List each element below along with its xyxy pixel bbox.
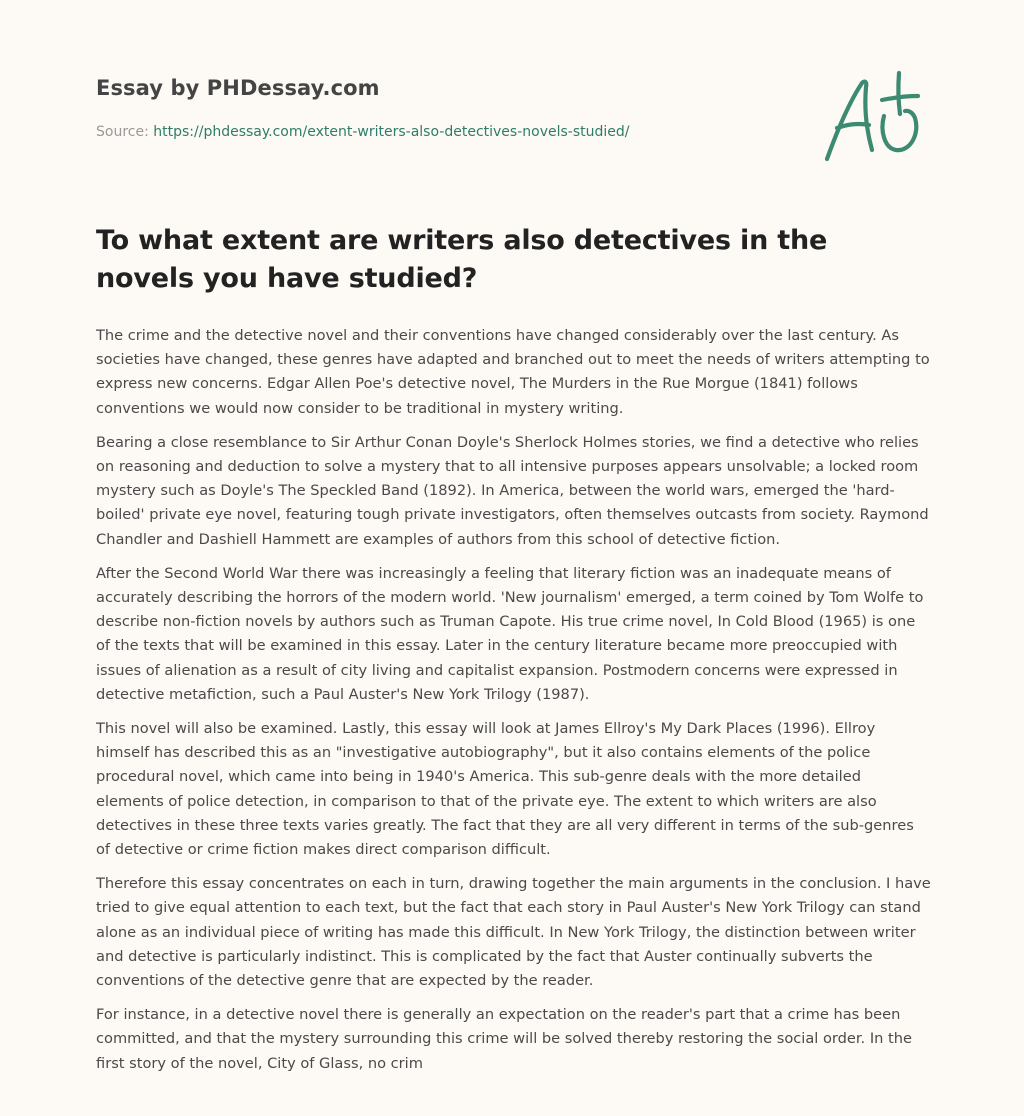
- essay-body: [96, 324, 932, 1086]
- source-label: Source:: [96, 124, 149, 140]
- source-link[interactable]: https://phdessay.com/extent-writers-also-detectives-novels-studied/: [153, 124, 630, 140]
- essay-paragraph: After the Second World War there was increasingly a feeling that literary fiction was an inadequate means of accurately describing the horrors of the modern world. 'New journalism' emerged, a term coined by Tom Wolfe to describe non-fiction novels by authors such as Truman Capote. His true crime novel, In Cold Blood (1965) is one of the texts that will be examined in this essay. Later in the century literature became more preoccupied with issues of alienation as a result of city living and capitalist expansion. Postmodern concerns were expressed in detective metafiction, such a Paul Auster's New York Trilogy (1987).: [96, 564, 924, 703]
- page-header: [96, 0, 928, 200]
- essay-paragraph: Therefore this essay concentrates on each in turn, drawing together the main arguments in the conclusion. I have tried to give equal attention to each text, but the fact that each story in Paul Auster's New York Trilogy can stand alone as an individual piece of writing has made this difficult. In New York Trilogy, the distinction between writer and detective is particularly indistinct. This is complicated by the fact that Auster continually subverts the conventions of the detective genre that are expected by the reader.: [96, 875, 931, 990]
- brand-title: Essay by PHDessay.com: [96, 76, 380, 100]
- essay-paragraph: This novel will also be examined. Lastly, this essay will look at James Ellroy's My Dark Places (1996). Ellroy himself has described this as an "investigative autobiography", but it also contains elements of the police procedural novel, which came into being in 1940's America. This sub-genre deals with the more detailed elements of police detection, in comparison to that of the private eye. The extent to which writers are also detectives in these three texts varies greatly. The fact that they are all very different in terms of the sub-genres of detective or crime fiction makes direct comparison difficult.: [96, 720, 914, 859]
- essay-title: To what extent are writers also detectives in the novels you have studied?: [96, 225, 828, 294]
- essay-paragraph: Bearing a close resemblance to Sir Arthur Conan Doyle's Sherlock Holmes stories, we find a detective who relies on reasoning and deduction to solve a mystery that to all intensive purposes appears unsolvable; a locked room mystery such as Doyle's The Speckled Band (1892). In America, between the world wars, emerged the 'hard-boiled' private eye novel, featuring tough private investigators, often themselves outcasts from society. Raymond Chandler and Dashiell Hammett are examples of authors from this school of detective fiction.: [96, 433, 929, 548]
- essay-paragraph: For instance, in a detective novel there is generally an expectation on the reader's part that a crime has been committed, and that the mystery surrounding this crime will be solved thereby restoring the social order. In the first story of the novel, City of Glass, no crim: [96, 1006, 912, 1072]
- a-plus-logo-icon: [824, 68, 928, 166]
- essay-paragraph: The crime and the detective novel and their conventions have changed considerably over the last century. As societies have changed, these genres have adapted and branched out to meet the needs of writers attempting to express new concerns. Edgar Allen Poe's detective novel, The Murders in the Rue Morgue (1841) follows conventions we would now consider to be traditional in mystery writing.: [96, 327, 930, 417]
- source-line: [96, 124, 629, 140]
